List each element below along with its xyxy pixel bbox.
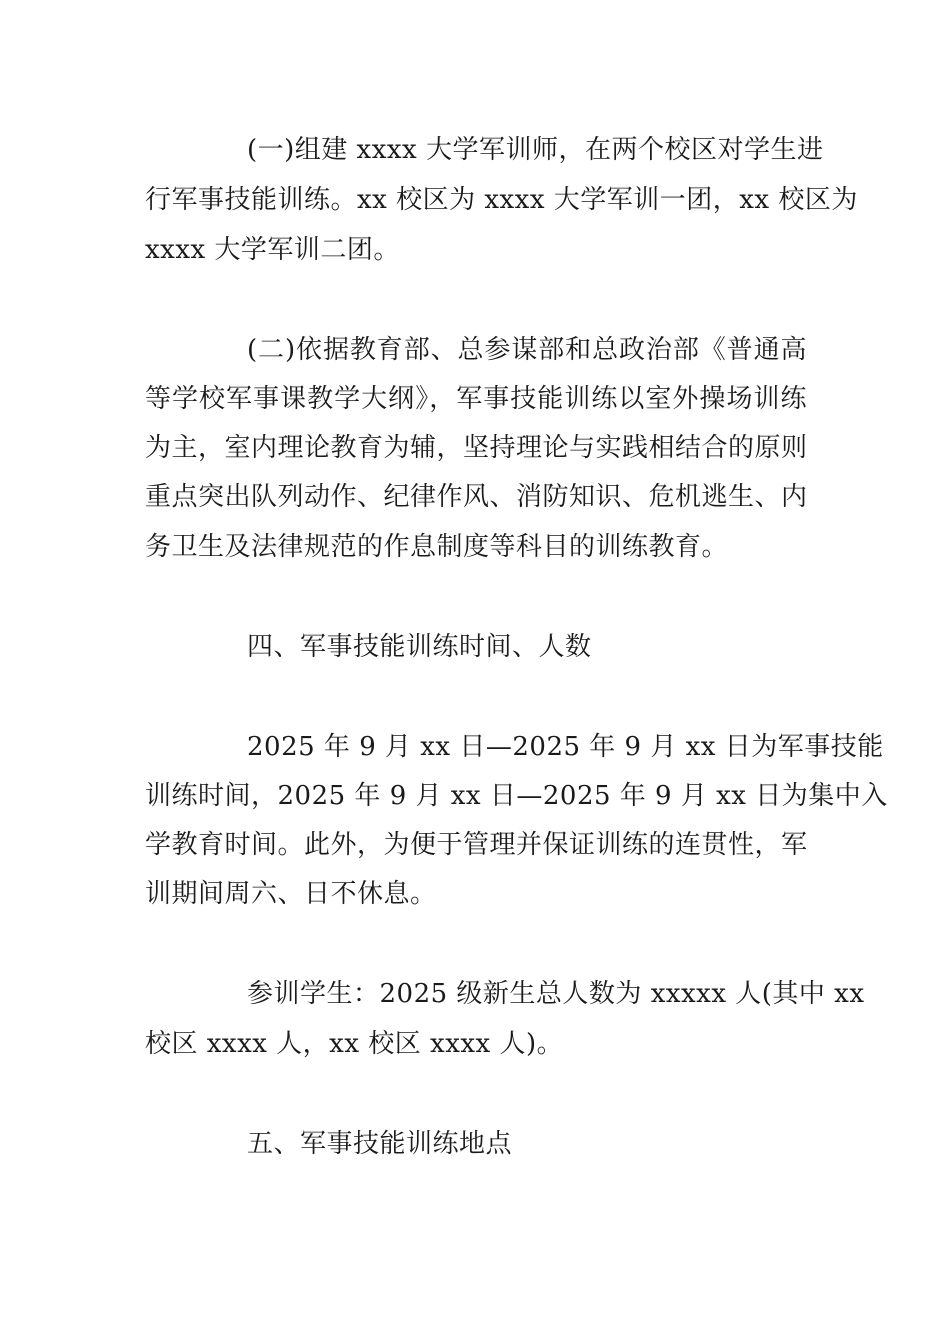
- paragraph-4-line-2: 校区 xxxx 人，xx 校区 xxxx 人)。: [145, 1029, 564, 1059]
- paragraph-3-line-3: 学教育时间。此外，为便于管理并保证训练的连贯性，军: [145, 830, 808, 860]
- paragraph-2-line-4: 重点突出队列动作、纪律作风、消防知识、危机逃生、内: [145, 482, 808, 512]
- section-heading-5: 五、军事技能训练地点: [247, 1129, 513, 1159]
- paragraph-3-line-4: 训期间周六、日不休息。: [145, 879, 437, 909]
- paragraph-4-line-1: 参训学生：2025 级新生总人数为 xxxxx 人(其中 xx: [247, 979, 865, 1009]
- paragraph-1-line-1: (一)组建 xxxx 大学军训师，在两个校区对学生进: [247, 135, 824, 165]
- section-heading-4: 四、军事技能训练时间、人数: [247, 632, 592, 662]
- paragraph-2-line-3: 为主，室内理论教育为辅，坚持理论与实践相结合的原则: [145, 433, 808, 463]
- paragraph-1-line-2: 行军事技能训练。xx 校区为 xxxx 大学军训一团，xx 校区为: [145, 185, 858, 215]
- paragraph-2-line-1: (二)依据教育部、总参谋部和总政治部《普通高: [247, 335, 807, 365]
- paragraph-1-line-3: xxxx 大学军训二团。: [145, 235, 400, 265]
- paragraph-3-line-2: 训练时间，2025 年 9 月 xx 日—2025 年 9 月 xx 日为集中入: [145, 781, 888, 811]
- paragraph-3-line-1: 2025 年 9 月 xx 日—2025 年 9 月 xx 日为军事技能: [247, 732, 884, 762]
- paragraph-2-line-2: 等学校军事课教学大纲》，军事技能训练以室外操场训练: [145, 384, 807, 414]
- paragraph-2-line-5: 务卫生及法律规范的作息制度等科目的训练教育。: [145, 532, 729, 562]
